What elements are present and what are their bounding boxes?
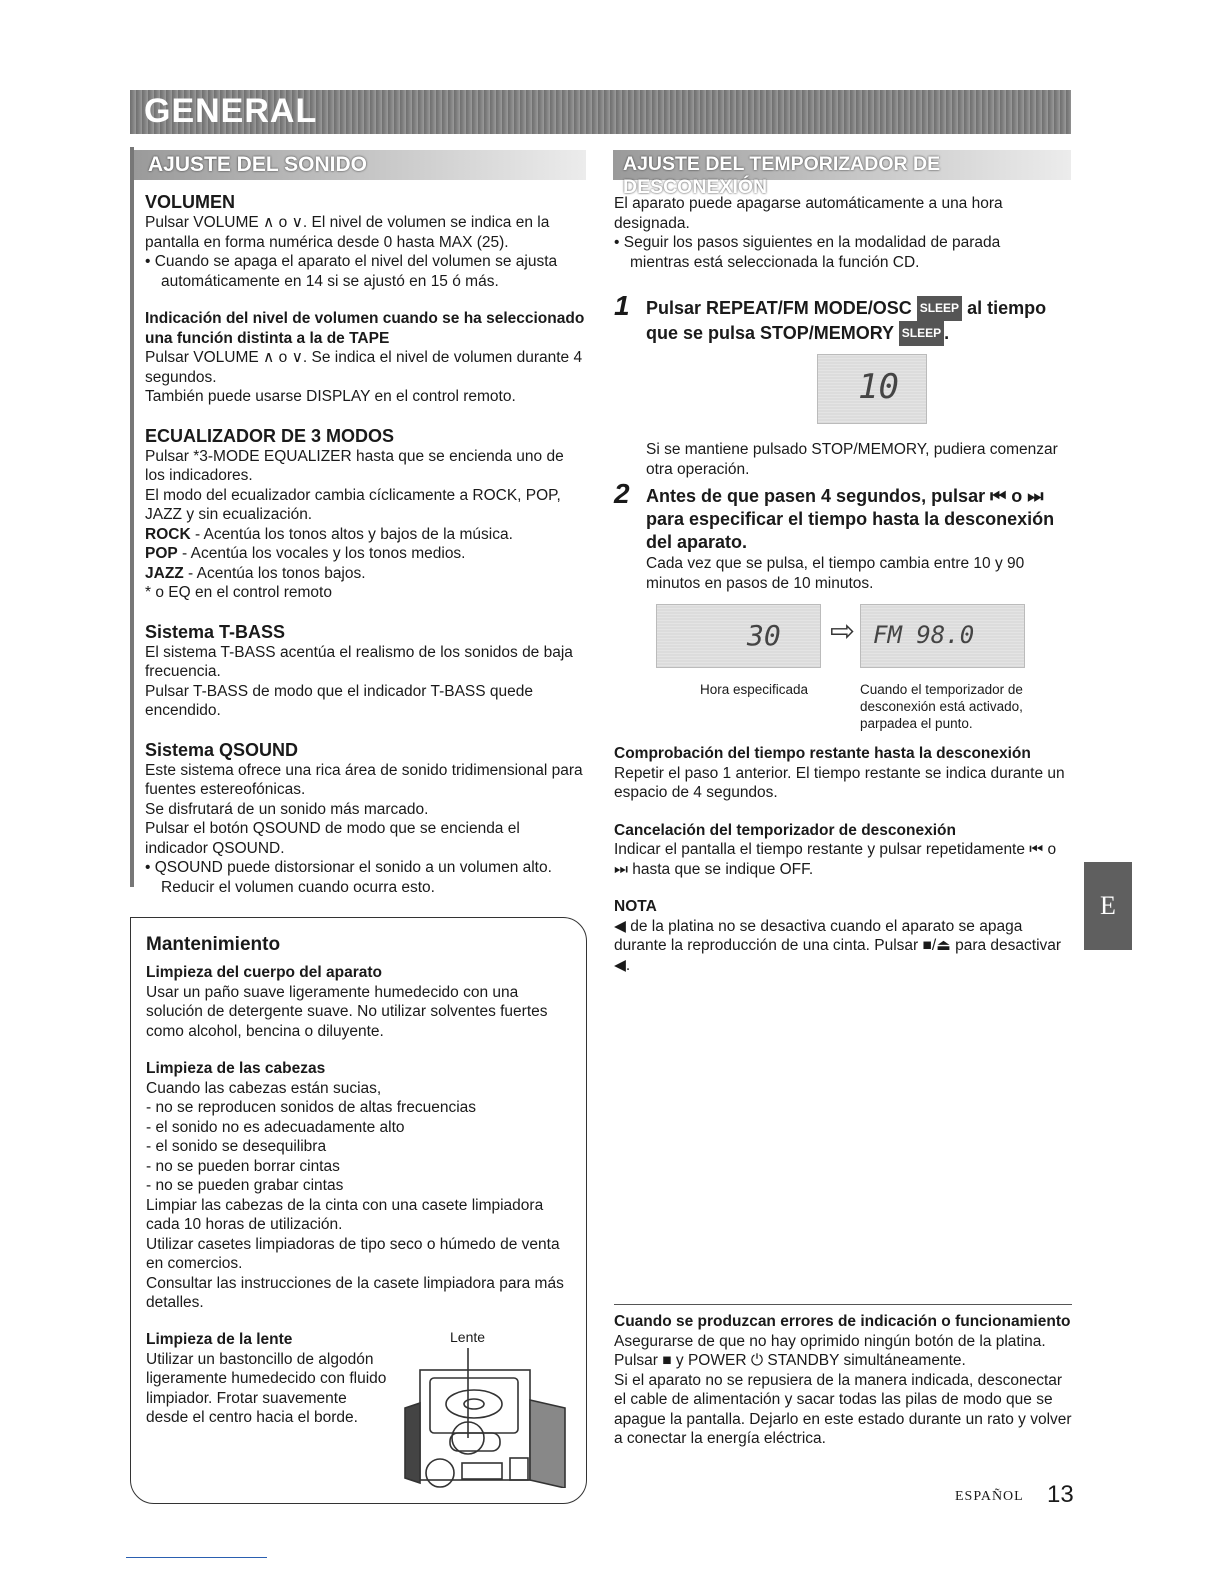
errores-body1: Asegurarse de que no hay oprimido ningún botón de la platina. <box>614 1332 1046 1350</box>
indicacion-body: Pulsar VOLUME ∧ o ∨. Se indica el nivel de volumen durante 4 segundos. <box>145 349 583 386</box>
sleep-badge: SLEEP <box>917 296 962 321</box>
errores-body3: Si el aparato no se repusiera de la manera indicada, desconectar el cable de alimentación y sacar todas las pilas de modo que se apague la pantalla. Dejarlo en este estado durante un rato y volver a conectar la energía eléctrica. <box>614 1371 1072 1447</box>
tbass-body: El sistema T-BASS acentúa el realismo de los sonidos de baja frecuencia. <box>145 643 573 680</box>
eq-jazz: JAZZ - Acentúa los tonos bajos. <box>145 564 366 582</box>
tbass-title: Sistema T-BASS <box>145 621 286 642</box>
nota-title: NOTA <box>614 898 657 915</box>
step1-note: Si se mantiene pulsado STOP/MEMORY, pudiera comenzar otra operación. <box>646 441 1058 478</box>
left-column <box>145 191 585 897</box>
mantenimiento-content <box>146 933 571 1313</box>
step2-body: Cada vez que se pulsa, el tiempo cambia entre 10 y 90 minutos en pasos de 10 minutos. <box>646 555 1025 592</box>
bottom-rule <box>126 1557 267 1558</box>
arrow-right-icon: ⇨ <box>830 615 856 648</box>
errores-body2: Pulsar ■ y POWER ⏻ STANDBY simultáneamente. <box>614 1352 966 1369</box>
lcd-value: FM 98.0 <box>873 621 975 649</box>
footer-language: ESPAÑOL <box>955 1489 1024 1504</box>
step1-instruction: Pulsar REPEAT/FM MODE/OSC SLEEP al tiempo que se pulsa STOP/MEMORY SLEEP . <box>646 296 1066 346</box>
cabezas-title: Limpieza de las cabezas <box>146 1060 326 1077</box>
cabezas-body2: Utilizar casetes limpiadoras de tipo seco o húmedo de venta en comercios. <box>146 1235 560 1272</box>
cabezas-item: - el sonido se desequilibra <box>146 1138 327 1155</box>
page-number: 13 <box>1047 1481 1074 1508</box>
errores-title: Cuando se produzcan errores de indicación o funcionamiento <box>614 1313 1071 1330</box>
qsound-title: Sistema QSOUND <box>145 739 299 760</box>
lente-label: Lente <box>450 1329 486 1345</box>
qsound-bullet: • QSOUND puede distorsionar el sonido a un volumen alto. Reducir el volumen cuando ocurra esto. <box>145 859 552 896</box>
cabezas-item: - el sonido no es adecuadamente alto <box>146 1118 405 1136</box>
cabezas-body3: Consultar las instrucciones de la casete limpiadora para más detalles. <box>146 1274 564 1311</box>
section-title-sonido: AJUSTE DEL SONIDO <box>148 153 367 176</box>
comprobacion-section <box>614 744 1072 975</box>
volumen-bullet: • Cuando se apaga el aparato el nivel del volumen se ajusta automáticamente en 14 si se ajustó en 15 ó más. <box>145 253 558 290</box>
left-column-bar <box>130 147 134 887</box>
cabezas-item: - no se reproducen sonidos de altas frecuencias <box>146 1099 477 1116</box>
step1-number: 1 <box>614 290 630 321</box>
mantenimiento-title: Mantenimiento <box>146 934 281 955</box>
indicacion-display: También puede usarse DISPLAY en el control remoto. <box>145 388 516 405</box>
step2-title: Antes de que pasen 4 segundos, pulsar ⏮ o ⏭ para especificar el tiempo hasta la desconexión del aparato. <box>646 486 1055 552</box>
volumen-body: Pulsar VOLUME ∧ o ∨. El nivel de volumen se indica en la pantalla en forma numérica desde 0 hasta MAX (25). <box>145 214 550 251</box>
ecualizador-ciclo: El modo del ecualizador cambia cíclicamente a ROCK, POP, JAZZ y sin ecualización. <box>145 486 561 523</box>
lcd-value: 10 <box>858 367 899 407</box>
cuerpo-title: Limpieza del cuerpo del aparato <box>146 964 383 981</box>
indicacion-title: Indicación del nivel de volumen cuando se ha seleccionado una función distinta a la de TAPE <box>145 310 585 347</box>
step2-number: 2 <box>614 478 630 509</box>
language-tab: E <box>1084 862 1132 950</box>
temporizador-intro <box>614 194 1064 272</box>
lente-section <box>146 1330 391 1428</box>
section-title-temporizador: AJUSTE DEL TEMPORIZADOR DE DESCONEXIÓN <box>623 153 941 198</box>
volumen-title: VOLUMEN <box>145 192 235 212</box>
divider <box>614 1304 1072 1305</box>
lcd-display-fm <box>860 604 1025 668</box>
lente-body: Utilizar un bastoncillo de algodón ligeramente humedecido con fluido limpiador. Frotar suavemente desde el centro hacia el borde. <box>146 1350 387 1426</box>
section-header-sonido <box>134 150 586 180</box>
eq-rock: ROCK - Acentúa los tonos altos y bajos de la música. <box>145 525 513 543</box>
cabezas-item: - no se pueden grabar cintas <box>146 1177 344 1194</box>
caption-temporizador: Cuando el temporizador de desconexión está activado, parpadea el punto. <box>860 682 1023 731</box>
page-header <box>130 90 1071 134</box>
page-title: GENERAL <box>144 92 318 130</box>
cancelacion-title: Cancelación del temporizador de desconexión <box>614 821 956 839</box>
sleep-badge: SLEEP <box>899 321 944 346</box>
caption-hora: Hora especificada <box>700 682 809 697</box>
comprobacion-body: Repetir el paso 1 anterior. El tiempo restante se indica durante un espacio de 4 segundos. <box>614 764 1065 801</box>
eq-pop: POP - Acentúa los vocales y los tonos medios. <box>145 545 466 562</box>
intro-bullet: • Seguir los pasos siguientes en la modalidad de parada mientras está seleccionada la función CD. <box>614 234 1001 271</box>
lens-illustration <box>400 1348 575 1488</box>
qsound-body3: Pulsar el botón QSOUND de modo que se encienda el indicador QSOUND. <box>145 820 520 857</box>
nota-body: ◀ de la platina no se desactiva cuando el aparato se apaga durante la reproducción de una cinta. Pulsar ■/⏏ para desactivar ◀. <box>614 917 1062 974</box>
cancelacion-body: Indicar el pantalla el tiempo restante y pulsar repetidamente ⏮ o ⏭ hasta que se indique OFF. <box>614 841 1057 878</box>
lente-title: Limpieza de la lente <box>146 1331 293 1348</box>
cabezas-item: - no se pueden borrar cintas <box>146 1157 340 1175</box>
cuerpo-body: Usar un paño suave ligeramente humedecido con una solución de detergente suave. No utilizar solventes fuertes como alcohol, bencina o diluyente. <box>146 983 548 1040</box>
intro-text: El aparato puede apagarse automáticamente a una hora designada. <box>614 195 1003 232</box>
lcd-display-step2 <box>656 604 821 668</box>
cabezas-body1: Limpiar las cabezas de la cinta con una casete limpiadora cada 10 horas de utilización. <box>146 1196 544 1233</box>
errores-section <box>614 1312 1072 1449</box>
cabezas-intro: Cuando las cabezas están sucias, <box>146 1079 382 1097</box>
ecualizador-body: Pulsar *3-MODE EQUALIZER hasta que se encienda uno de los indicadores. <box>145 447 564 484</box>
step2-block <box>646 485 1066 593</box>
lcd-value: 30 <box>747 619 781 652</box>
lcd-display-step1 <box>817 354 927 424</box>
ecualizador-title: ECUALIZADOR DE 3 MODOS <box>145 425 395 446</box>
comprobacion-title: Comprobación del tiempo restante hasta la desconexión <box>614 745 1031 762</box>
eq-note: * o EQ en el control remoto <box>145 584 332 601</box>
tbass-instr: Pulsar T-BASS de modo que el indicador T-BASS quede encendido. <box>145 682 534 719</box>
qsound-body2: Se disfrutará de un sonido más marcado. <box>145 800 429 818</box>
section-header-temporizador <box>613 150 1071 198</box>
qsound-body: Este sistema ofrece una rica área de sonido tridimensional para fuentes estereofónicas. <box>145 761 583 798</box>
